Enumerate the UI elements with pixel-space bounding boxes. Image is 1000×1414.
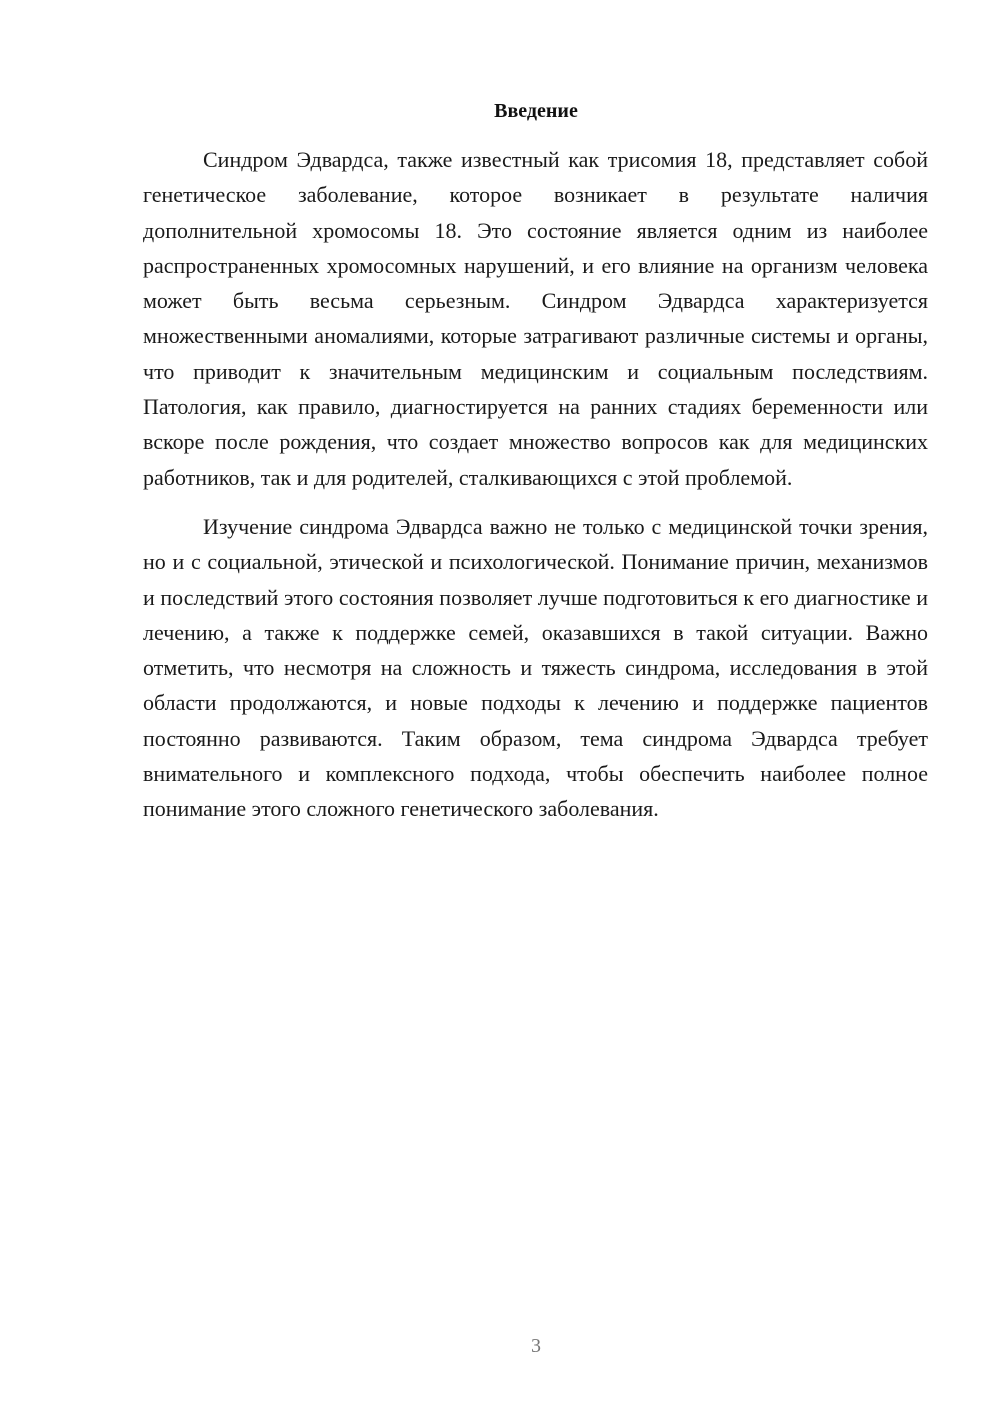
- page-number: 3: [531, 1335, 541, 1357]
- body-text: [143, 142, 928, 827]
- paragraph-2: Изучение синдрома Эдвардса важно не только с медицинской точки зрения, но и с социальной, этической и психологической. Понимание причин, механизмов и последствий этого состояния позволяет лучше подготовиться к его диагностике и лечению, а также к поддержке семей, оказавшихся в такой ситуации. Важно отметить, что несмотря на сложность и тяжесть синдрома, исследования в этой области продолжаются, и новые подходы к лечению и поддержке пациентов постоянно развиваются. Таким образом, тема синдрома Эдвардса требует внимательного и комплексного подхода, чтобы обеспечить наиболее полное понимание этого сложного генетического заболевания.: [143, 513, 928, 822]
- paragraph-1: Синдром Эдвардса, также известный как трисомия 18, представляет собой генетическое заболевание, которое возникает в результате наличия дополнительной хромосомы 18. Это состояние является одним из наиболее распространенных хромосомных нарушений, и его влияние на организм человека может быть весьма серьезным. Синдром Эдвардса характеризуется множественными аномалиями, которые затрагивают различные системы и органы, что приводит к значительным медицинским и социальным последствиям. Патология, как правило, диагностируется на ранних стадиях беременности или вскоре после рождения, что создает множество вопросов как для медицинских работников, так и для родителей, сталкивающихся с этой проблемой.: [143, 147, 928, 490]
- section-heading: Введение: [494, 100, 578, 122]
